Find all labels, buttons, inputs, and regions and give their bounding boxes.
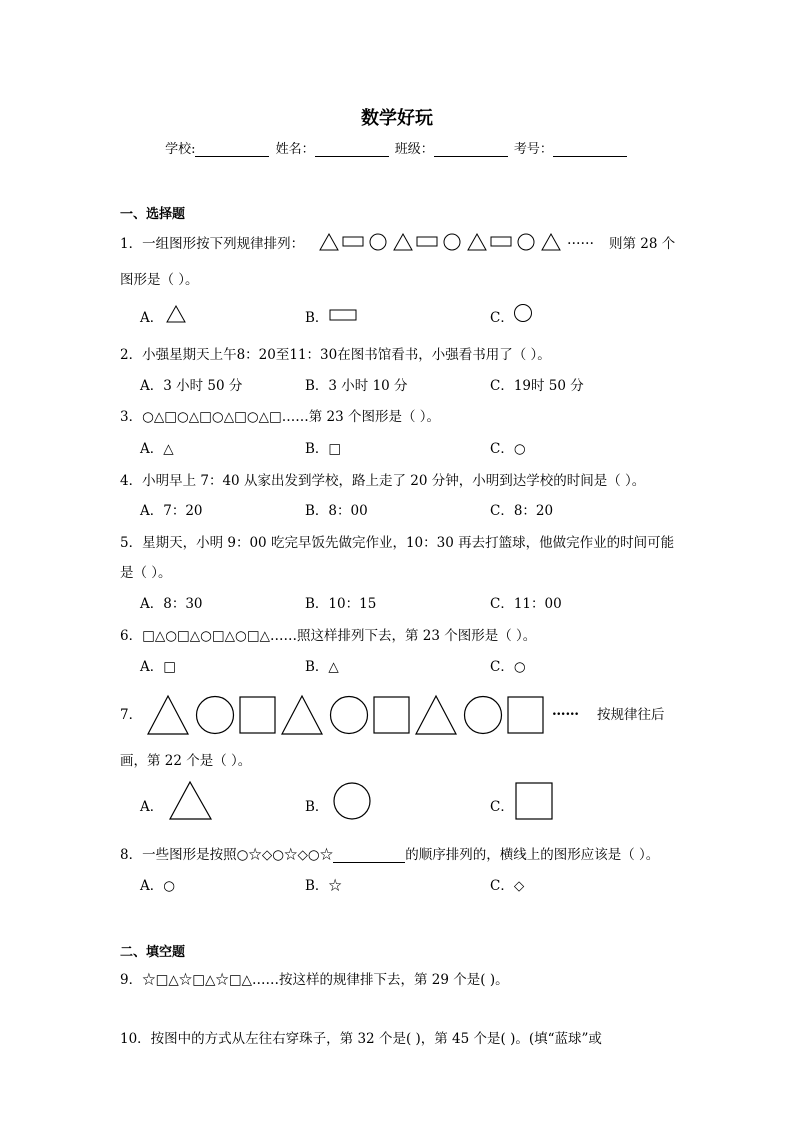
circle-icon — [197, 697, 234, 734]
square-icon — [508, 697, 543, 733]
q5-option-b[interactable]: B．10：15 — [305, 596, 377, 612]
question-3-text: 3．○△□○△□○△□○△□……第 23 个图形是（ ）。 — [120, 409, 441, 425]
triangle-icon — [542, 234, 560, 250]
student-info-line — [0, 138, 794, 157]
page-title: 数学好玩 — [361, 108, 433, 129]
rectangle-icon — [329, 308, 359, 322]
circle-icon — [332, 782, 374, 822]
q2-option-c[interactable]: C．19时 50 分 — [490, 378, 584, 394]
question-4-text: 4．小明早上 7：40 从家出发到学校，路上走了 20 分钟，小明到达学校的时间是（ ）。 — [120, 473, 646, 489]
q7-option-b-label[interactable]: B． — [305, 799, 329, 815]
rectangle-icon — [491, 237, 511, 246]
rectangle-icon — [417, 237, 437, 246]
q6-option-b[interactable]: B．△ — [305, 659, 339, 675]
section-heading-choice: 一、选择题 — [120, 207, 186, 222]
q3-option-a[interactable]: A．△ — [140, 441, 174, 457]
q6-option-a[interactable]: A．□ — [140, 659, 177, 675]
circle-icon — [518, 234, 534, 250]
question-7-suffix: 按规律往后 — [597, 707, 665, 723]
circle-icon — [444, 234, 460, 250]
question-8-text-before: 8．一些图形是按照○☆◇○☆◇○☆ — [120, 847, 334, 863]
q1-option-a-label[interactable]: A． — [140, 310, 164, 326]
q5-option-c[interactable]: C．11：00 — [490, 596, 562, 612]
triangle-icon — [468, 234, 486, 250]
q4-option-c[interactable]: C．8：20 — [490, 503, 554, 519]
question-1-ellipsis: …… — [567, 232, 594, 248]
question-1-line2: 图形是（ ）。 — [120, 272, 199, 288]
circle-icon — [513, 303, 535, 325]
question-1-suffix: 则第 28 个 — [609, 236, 676, 252]
circle-icon — [370, 234, 386, 250]
circle-icon — [465, 697, 502, 734]
question-5-line2: 是（ ）。 — [120, 565, 172, 581]
q5-option-a[interactable]: A．8：30 — [140, 596, 203, 612]
question-7-number: 7． — [120, 707, 143, 723]
q8-option-a[interactable]: A．○ — [140, 878, 176, 894]
triangle-icon — [282, 696, 322, 734]
q1-option-b-label[interactable]: B． — [305, 310, 329, 326]
name-blank[interactable] — [315, 142, 389, 157]
question-8-answer-blank[interactable] — [333, 848, 405, 863]
q6-option-c[interactable]: C．○ — [490, 659, 526, 675]
triangle-icon — [394, 234, 412, 250]
q1-option-c-label[interactable]: C． — [490, 310, 514, 326]
question-1-prefix: 1．一组图形按下列规律排列： — [120, 236, 305, 252]
number-blank[interactable] — [553, 142, 627, 157]
square-icon — [240, 697, 275, 733]
q7-option-c-label[interactable]: C． — [490, 799, 514, 815]
question-8-text-after: 的顺序排列的，横线上的图形应该是（ ）。 — [405, 847, 660, 863]
question-7-ellipsis: …… — [552, 703, 579, 719]
question-1-shape-sequence — [318, 232, 570, 252]
question-6-text: 6．□△○□△○□△○□△……照这样排列下去，第 23 个图形是（ ）。 — [120, 628, 537, 644]
school-label: 学校: — [165, 142, 196, 157]
triangle-icon — [148, 696, 188, 734]
q2-option-a[interactable]: A．3 小时 50 分 — [140, 378, 243, 394]
q3-option-b[interactable]: B．□ — [305, 441, 342, 457]
q4-option-b[interactable]: B．8：00 — [305, 503, 368, 519]
square-icon — [515, 782, 555, 822]
school-blank[interactable] — [195, 142, 269, 157]
q8-option-c[interactable]: C．◇ — [490, 878, 525, 894]
question-5-line1: 5．星期天，小明 9：00 吃完早饭先做完作业，10：30 再去打篮球，他做完作业的时间可能 — [120, 535, 675, 551]
square-icon — [374, 697, 409, 733]
q8-option-b[interactable]: B．☆ — [305, 878, 342, 894]
question-7-shape-sequence — [146, 694, 548, 738]
question-10-text: 10．按图中的方式从左往右穿珠子，第 32 个是( )，第 45 个是( )。(填“蓝球”或 — [120, 1031, 602, 1047]
class-blank[interactable] — [434, 142, 508, 157]
triangle-icon — [416, 696, 456, 734]
q2-option-b[interactable]: B．3 小时 10 分 — [305, 378, 408, 394]
circle-icon — [331, 697, 368, 734]
q3-option-c[interactable]: C．○ — [490, 441, 526, 457]
triangle-icon — [320, 234, 338, 250]
question-2-text: 2．小强星期天上午8：20至11：30在图书馆看书，小强看书用了（ ）。 — [120, 347, 551, 363]
q7-option-a-label[interactable]: A． — [140, 799, 164, 815]
triangle-icon — [168, 780, 214, 822]
question-8-text — [120, 843, 659, 863]
question-9-text: 9．☆□△☆□△☆□△……按这样的规律排下去，第 29 个是( )。 — [120, 972, 509, 988]
question-7-line2: 画，第 22 个是（ ）。 — [120, 753, 252, 769]
rectangle-icon — [343, 237, 363, 246]
section-heading-fill-in: 二、填空题 — [120, 945, 186, 960]
class-label: 班级： — [394, 142, 434, 157]
triangle-icon — [166, 304, 188, 324]
q4-option-a[interactable]: A．7：20 — [140, 503, 203, 519]
name-label: 姓名： — [275, 142, 315, 157]
number-label: 考号： — [513, 142, 553, 157]
